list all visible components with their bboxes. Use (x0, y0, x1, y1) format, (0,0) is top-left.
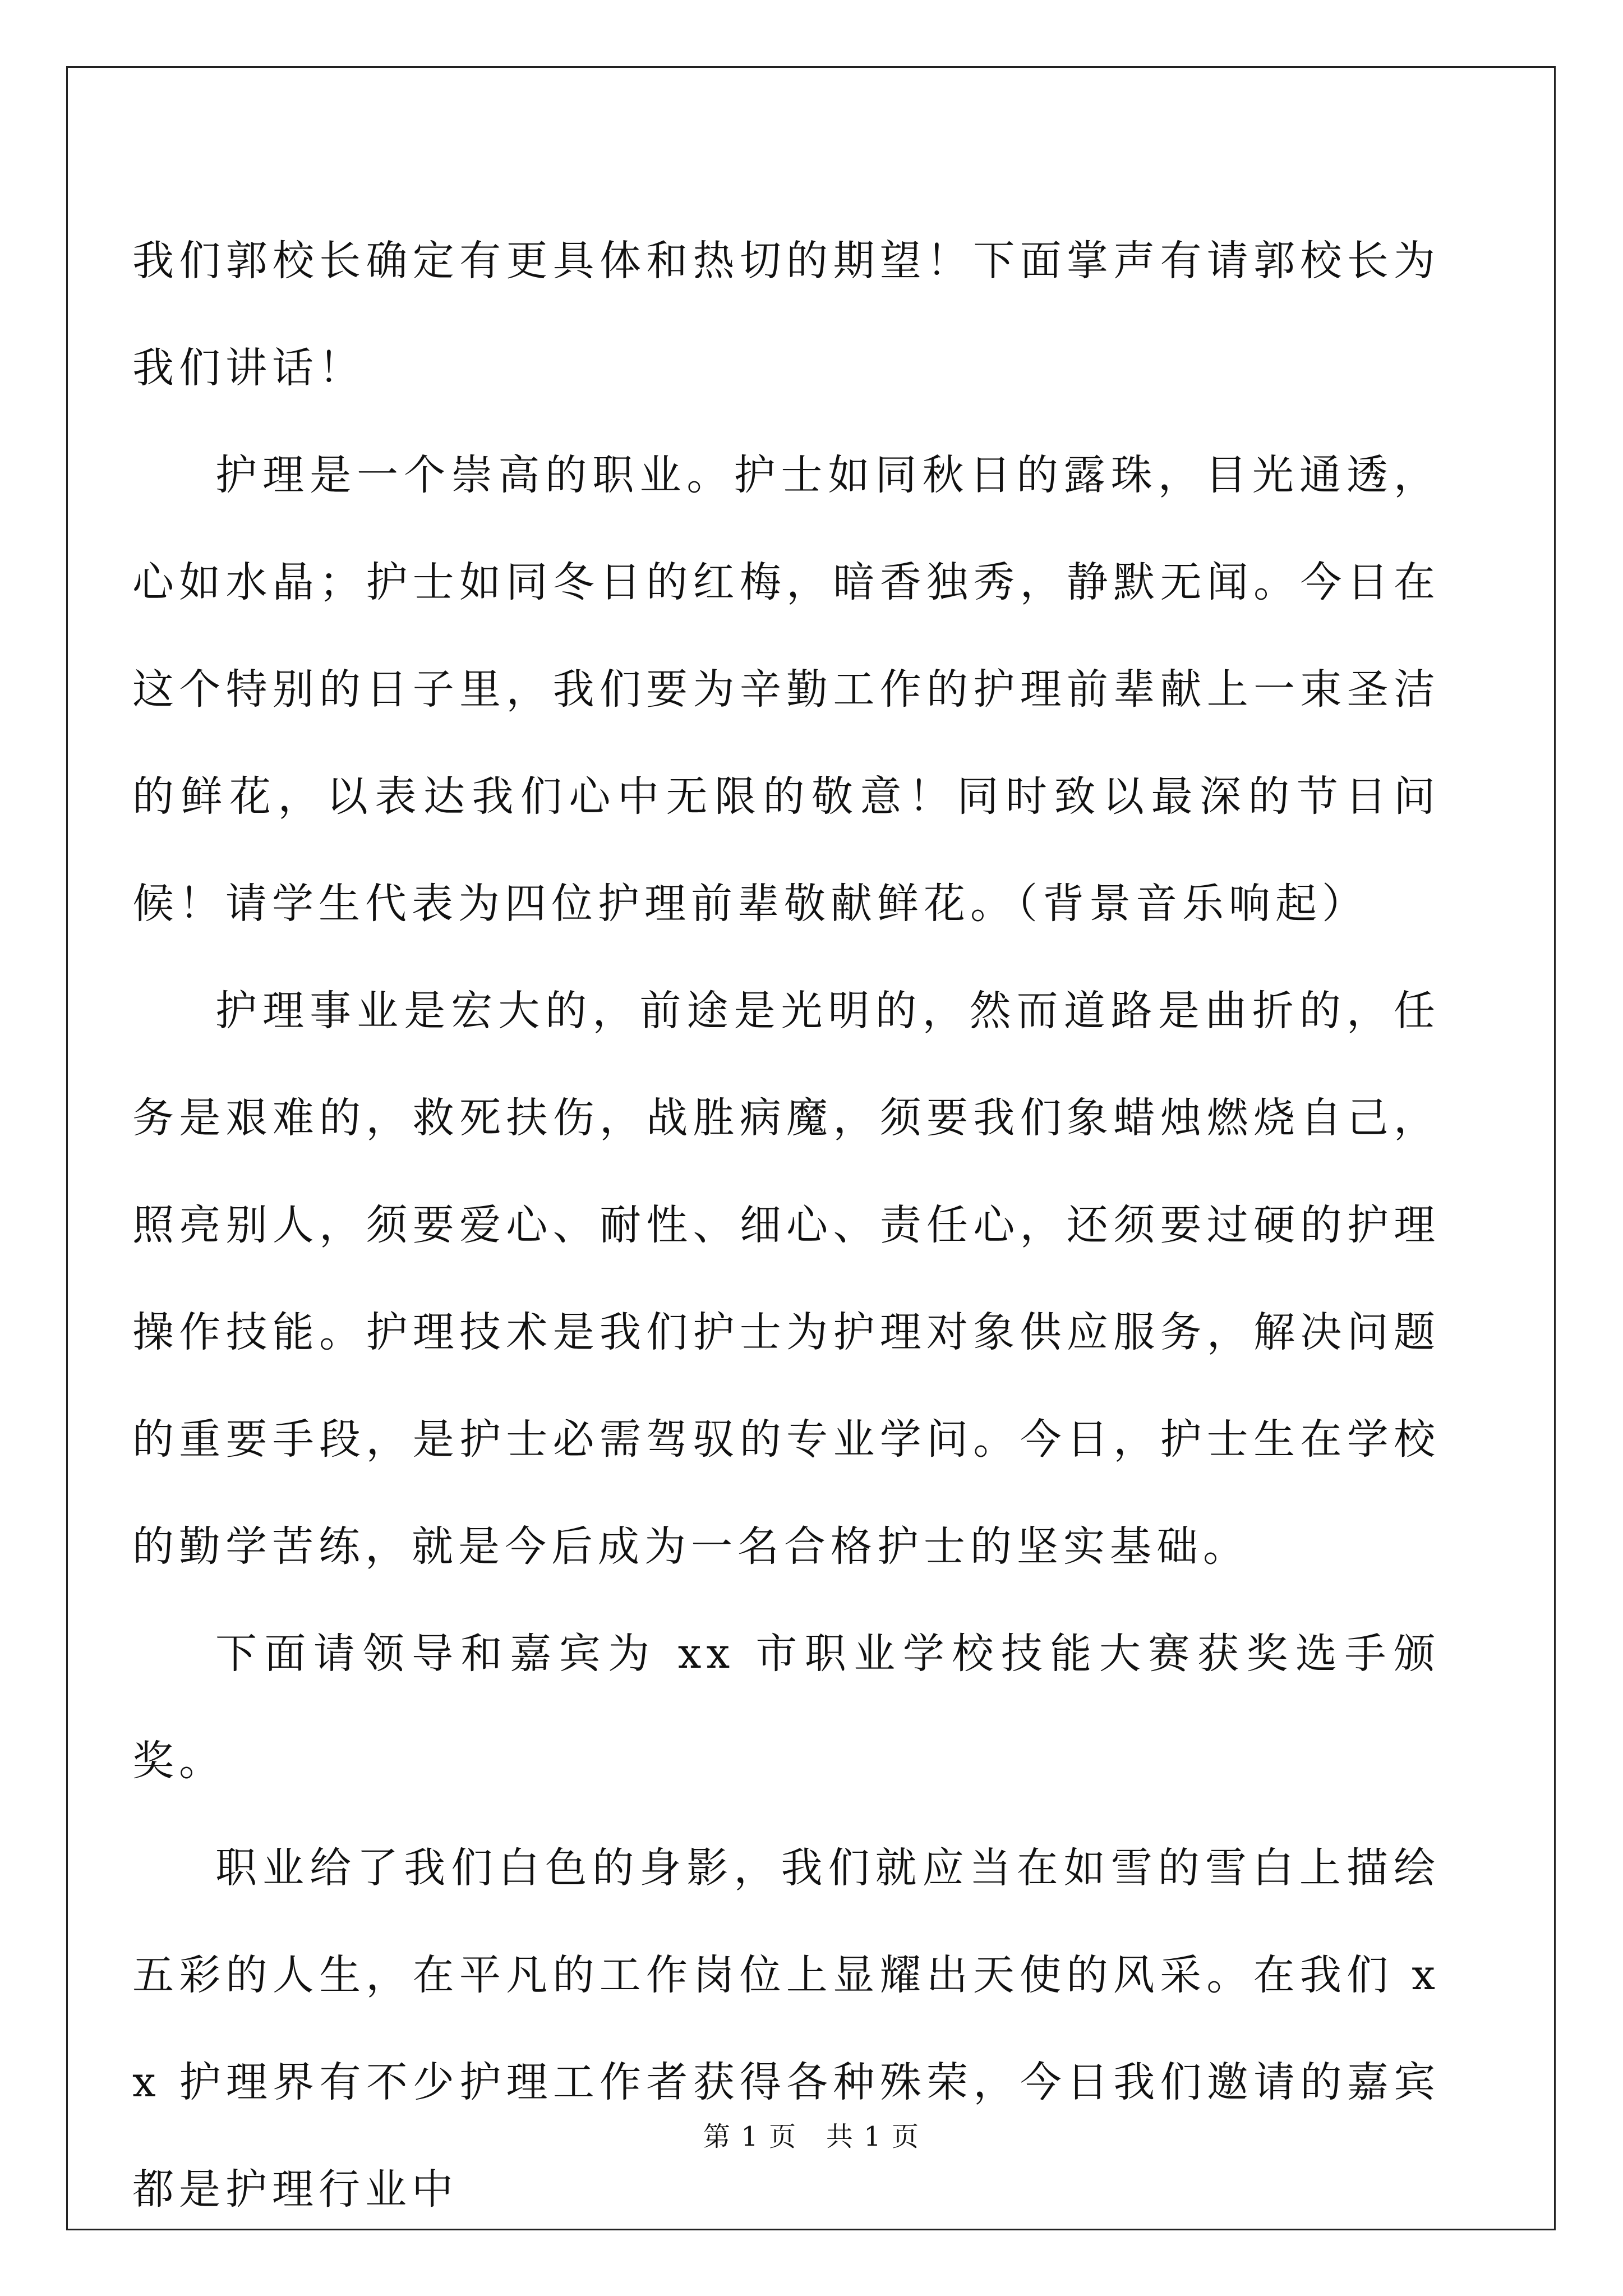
paragraph: 护理是一个崇高的职业。护士如同秋日的露珠，目光通透，心如水晶；护士如同冬日的红梅，暗香独秀，静默无闻。今日在这个特别的日子里，我们要为辛勤工作的护理前辈献上一束圣洁的鲜花，以表达我们心中无限的敬意！同时致以最深的节日问候！请学生代表为四位护理前辈敬献鲜花。（背景音乐响起） (132, 451, 1440, 928)
footer-separator (797, 2121, 826, 2152)
page-footer (0, 2115, 1623, 2154)
page-number: 第 1 页 (703, 2121, 797, 2152)
paragraph: 职业给了我们白色的身影，我们就应当在如雪的雪白上描绘五彩的人生，在平凡的工作岗位上显耀出天使的风采。在我们 xx 护理界有不少护理工作者获得各种殊荣，今日我们邀请的嘉宾都是护理行业中 (132, 1844, 1440, 2214)
page-total: 共 1 页 (826, 2121, 920, 2152)
document-body (132, 208, 1440, 2243)
paragraph: 护理事业是宏大的，前途是光明的，然而道路是曲折的，任务是艰难的，救死扶伤，战胜病魔，须要我们象蜡烛燃烧自己，照亮别人，须要爱心、耐性、细心、责任心，还须要过硬的护理操作技能。护理技术是我们护士为护理对象供应服务，解决问题的重要手段，是护士必需驾驭的专业学问。今日，护士生在学校的勤学苦练，就是今后成为一名合格护士的坚实基础。 (132, 987, 1440, 1571)
paragraph: 下面请领导和嘉宾为 xx 市职业学校技能大赛获奖选手颁奖。 (132, 1630, 1440, 1785)
paragraph: 我们郭校长确定有更具体和热切的期望！下面掌声有请郭校长为我们讲话！ (132, 237, 1440, 392)
